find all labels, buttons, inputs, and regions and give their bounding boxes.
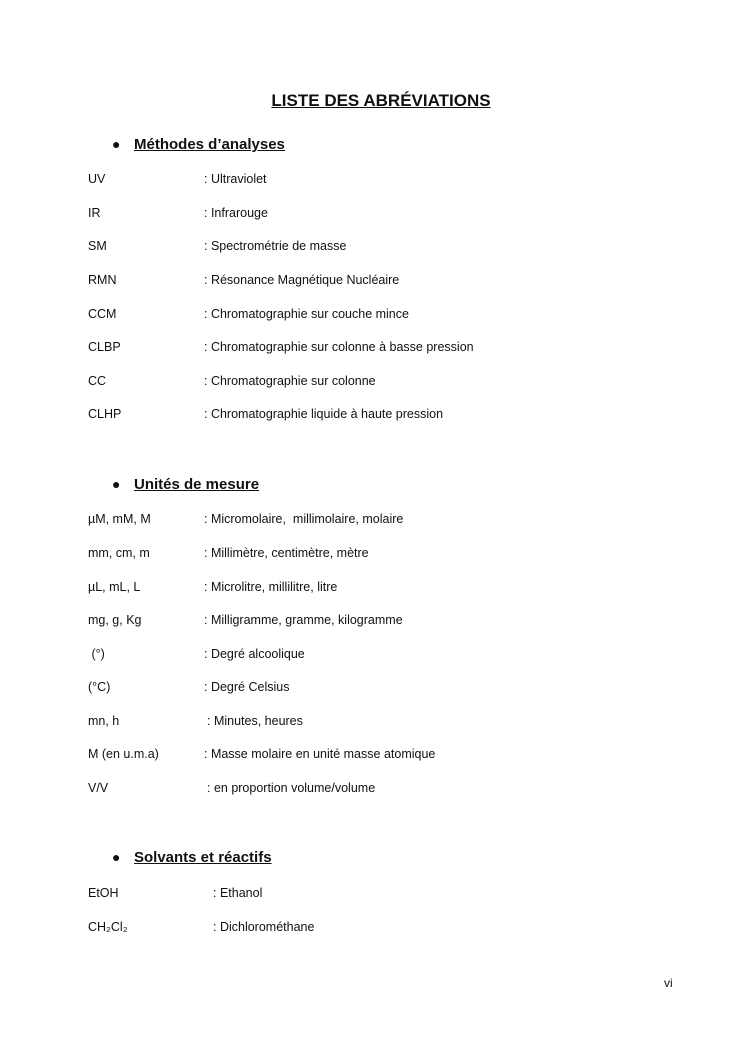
abbr: µM, mM, M (88, 512, 151, 526)
definition: : Infrarouge (204, 206, 268, 220)
abbr: RMN (88, 273, 117, 287)
definition: : Minutes, heures (207, 714, 303, 728)
page-number: vi (664, 976, 673, 990)
abbr: (°) (88, 647, 105, 661)
abbr: UV (88, 172, 106, 186)
definition: : en proportion volume/volume (207, 781, 376, 795)
abbr: mg, g, Kg (88, 613, 142, 627)
abbr: mn, h (88, 714, 120, 728)
abbr: (°C) (88, 680, 111, 694)
definition: : Chromatographie liquide à haute pression (204, 407, 444, 421)
abbr: CCM (88, 307, 117, 321)
definition: : Degré alcoolique (204, 647, 305, 661)
section-heading-solvants: ● Solvants et réactifs (112, 849, 272, 866)
bullet-icon: ● (112, 849, 121, 865)
abbr: CC (88, 374, 107, 388)
abbr: CLHP (88, 407, 122, 421)
definition: : Ultraviolet (204, 172, 267, 186)
abbr: EtOH (88, 886, 119, 900)
definition: : Chromatographie sur couche mince (204, 307, 409, 321)
definition: : Chromatographie sur colonne (204, 374, 376, 388)
abbr: M (en u.m.a) (88, 747, 159, 761)
abbr: CLBP (88, 340, 121, 354)
definition: : Ethanol (213, 886, 263, 900)
abbr: mm, cm, m (88, 546, 150, 560)
abbr: µL, mL, L (88, 580, 141, 594)
abbr: V/V (88, 781, 109, 795)
definition: : Spectrométrie de masse (204, 239, 347, 253)
definition: : Milligramme, gramme, kilogramme (204, 613, 403, 627)
page-title: LISTE DES ABRÉVIATIONS (271, 91, 491, 110)
definition: : Micromolaire, millimolaire, molaire (204, 512, 404, 526)
definition: : Millimètre, centimètre, mètre (204, 546, 369, 560)
bullet-icon: ● (112, 476, 121, 492)
definition: : Degré Celsius (204, 680, 290, 694)
section-heading-methodes: ● Méthodes d’analyses (112, 136, 285, 153)
definition: : Masse molaire en unité masse atomique (204, 747, 436, 761)
definition: : Chromatographie sur colonne à basse pression (204, 340, 474, 354)
abbr: IR (88, 206, 101, 220)
abbr: CH₂Cl₂ (88, 920, 128, 934)
definition: : Résonance Magnétique Nucléaire (204, 273, 400, 287)
bullet-icon: ● (112, 136, 121, 152)
abbr: SM (88, 239, 107, 253)
section-heading-unites: ● Unités de mesure (112, 476, 260, 493)
definition: : Dichlorométhane (213, 920, 315, 934)
definition: : Microlitre, millilitre, litre (204, 580, 338, 594)
